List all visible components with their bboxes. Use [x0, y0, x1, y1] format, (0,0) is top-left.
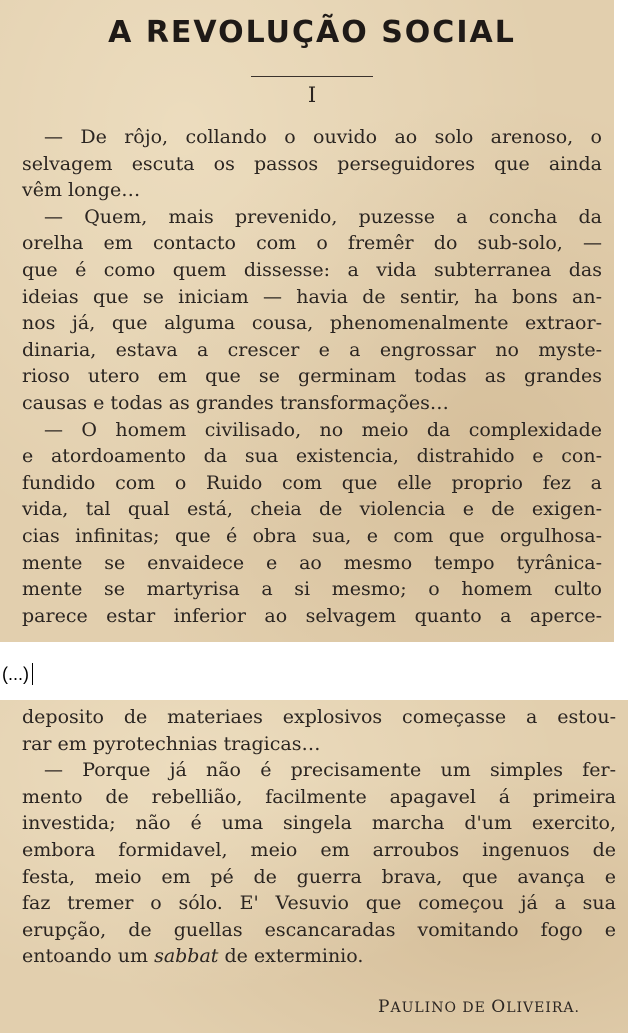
text-line: — Quem, mais prevenido, puzesse a concha da: [44, 205, 602, 228]
text-line: fundido com o Ruido com que elle proprio fez a: [22, 471, 602, 494]
text-fragment: de exterminio.: [218, 945, 364, 968]
text-line: que é como quem dissesse: a vida subterranea das: [22, 258, 602, 281]
text-line: — Porque já não é precisamente um simples fer-: [44, 759, 616, 782]
text-line: embora formidavel, meio em arroubos ingenuos de: [22, 838, 616, 861]
signature-initial: O: [491, 997, 507, 1017]
italic-word: sabbat: [154, 945, 219, 968]
text-line: faz tremer o sólo. E' Vesuvio que começou já a sua: [22, 892, 616, 915]
text-line-last: [22, 943, 616, 970]
newspaper-clipping-bottom: [0, 700, 628, 1033]
text-line: mente se envaidece e ao mesmo tempo tyrânica-: [22, 551, 602, 574]
text-line: mento de rebellião, facilmente apagavel á primeira: [22, 785, 616, 808]
signature-part: LIVEIRA.: [506, 1000, 580, 1016]
text-fragment: entoando um: [22, 945, 155, 968]
text-line: causas e todas as grandes transformações…: [22, 391, 449, 414]
text-line: selvagem escuta os passos perseguidores que ainda: [22, 152, 602, 175]
section-numeral: I: [307, 83, 317, 107]
text-line: ideias que se iniciam — havia de sentir, ha bons an-: [22, 285, 602, 308]
text-line: rar em pyrotechnias tragicas…: [22, 732, 321, 755]
omission-marker: (...): [2, 663, 33, 685]
text-line: rioso utero em que se germinam todas as grandes: [22, 365, 602, 388]
article-body-top: [22, 124, 602, 629]
text-line: parece estar inferior ao selvagem quanto a aperce-: [22, 604, 602, 627]
text-line: — De rôjo, collando o ouvido ao solo arenoso, o: [44, 126, 602, 148]
signature-part: AULINO DE: [390, 1000, 492, 1016]
text-line: dinaria, estava a crescer e a engrossar no myste-: [22, 338, 602, 361]
article-title: A REVOLUÇÃO SOCIAL: [108, 15, 516, 50]
text-line: e atordoamento da sua existencia, distrahido e con-: [22, 445, 602, 468]
author-signature: [378, 997, 580, 1017]
text-line: orelha em contacto com o fremêr do sub-solo, —: [22, 232, 602, 255]
text-line: cias infinitas; que é obra sua, e com que orgulhosa-: [22, 524, 602, 547]
title-divider: [251, 76, 373, 77]
text-line: nos já, que alguma cousa, phenomenalmente extraor-: [22, 312, 602, 335]
text-line: mente se martyrisa a si mesmo; o homem culto: [22, 578, 602, 601]
text-line: festa, meio em pé de guerra brava, que avança e: [22, 865, 616, 888]
signature-initial: P: [378, 997, 391, 1017]
text-line: — O homem civilisado, no meio da complexidade: [44, 418, 602, 441]
text-line: investida; não é uma singela marcha d'um exercito,: [22, 812, 616, 835]
article-body-bottom: [22, 704, 616, 970]
text-line: erupção, de guellas escancaradas vomitando fogo e: [22, 918, 616, 941]
text-line: deposito de materiaes explosivos começasse a estou-: [22, 706, 616, 728]
text-line: vêm longe…: [22, 179, 141, 202]
text-line: vida, tal qual está, cheia de violencia e de exigen-: [22, 498, 602, 521]
